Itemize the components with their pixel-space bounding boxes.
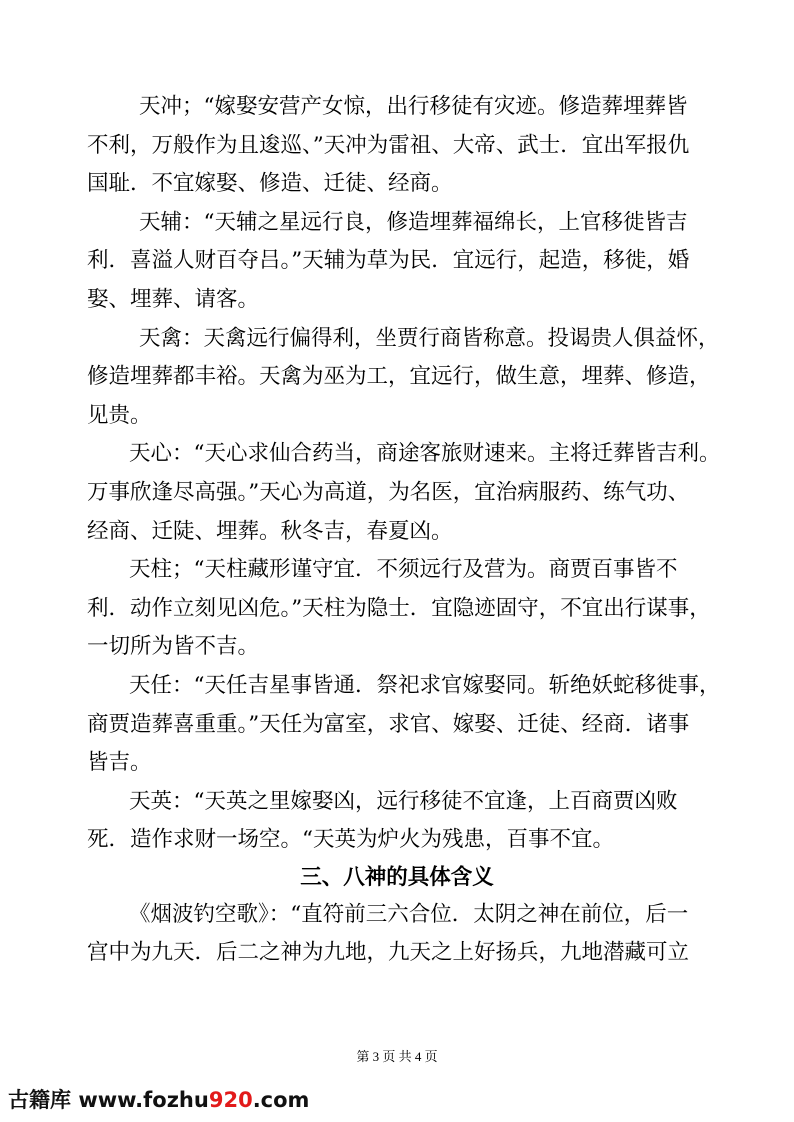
paragraph-line: 不利，万般作为且逡巡、”天冲为雷祖、大帝、武士．宜出军报仇	[87, 132, 690, 158]
page-number: 第 3 页 共 4 页	[356, 1049, 438, 1064]
paragraph-line: 娶、埋葬、请客。	[87, 286, 260, 312]
paragraph-line: 国耻．不宜嫁娶、修造、迁徒、经商。	[87, 171, 453, 197]
paragraph-line: 万事欣逢尽高强。”天心为高道，为名医，宜治病服药、练气功、	[87, 479, 690, 505]
paragraph-line: 《烟波钓空歌》：“直符前三六合位．太阴之神在前位，后一	[129, 901, 689, 927]
paragraph-line: 天辅：“天辅之星远行良，修造埋葬福绵长，上官移徙皆吉	[139, 209, 688, 235]
paragraph-line: 天英：“天英之里嫁娶凶，远行移徒不宜逢，上百商贾凶败	[129, 788, 678, 814]
watermark-url-suffix: .com	[252, 1088, 310, 1112]
paragraph-line: 天任：“天任吉星事皆通．祭祀求官嫁娶同。斩绝妖蛇移徙事，	[129, 672, 721, 698]
paragraph-line: 见贵。	[87, 402, 152, 428]
paragraph-line: 天心：“天心求仙合药当，商途客旅财速来。主将迁葬皆吉利。	[129, 441, 721, 467]
paragraph-line: 宫中为九天．后二之神为九地，九天之上好扬兵，九地潜藏可立	[87, 940, 690, 966]
section-heading: 三、八神的具体含义	[300, 864, 494, 890]
paragraph-line: 死．造作求财一场空。“天英为炉火为残患，百事不宜。	[87, 827, 614, 853]
paragraph-line: 天禽：天禽远行偏得利，坐贾行商皆称意。投谒贵人俱益怀，	[139, 325, 720, 351]
site-watermark	[8, 1084, 309, 1114]
paragraph-line: 经商、迁陡、埋葬。秋冬吉，春夏凶。	[87, 518, 453, 544]
paragraph-line: 商贾造葬喜重重。”天任为富室，求官、嫁娶、迁徒、经商．诸事	[87, 711, 690, 737]
paragraph-line: 天柱；“天柱藏形谨守宜．不须远行及营为。商贾百事皆不	[129, 557, 678, 583]
paragraph-line: 一切所为皆不吉。	[87, 634, 260, 660]
paragraph-line: 皆吉。	[87, 750, 152, 776]
paragraph-line: 利．动作立刻见凶危。”天柱为隐士．宜隐迹固守，不宜出行谋事，	[87, 595, 711, 621]
watermark-url-number: 920	[208, 1088, 253, 1112]
paragraph-line: 利．喜溢人财百夺吕。”天辅为草为民．宜远行，起造，移徙，婚	[87, 248, 690, 274]
watermark-name: 古籍库	[8, 1088, 71, 1112]
paragraph-line: 天冲；“嫁娶安营产女惊，出行移徒有灾迹。修造葬埋葬皆	[139, 94, 688, 119]
paragraph-line: 修造埋葬都丰裕。天禽为巫为工，宜远行，做生意，埋葬、修造，	[87, 364, 711, 390]
body-text	[87, 88, 721, 973]
watermark-url-prefix: www.fozhu	[78, 1088, 209, 1112]
